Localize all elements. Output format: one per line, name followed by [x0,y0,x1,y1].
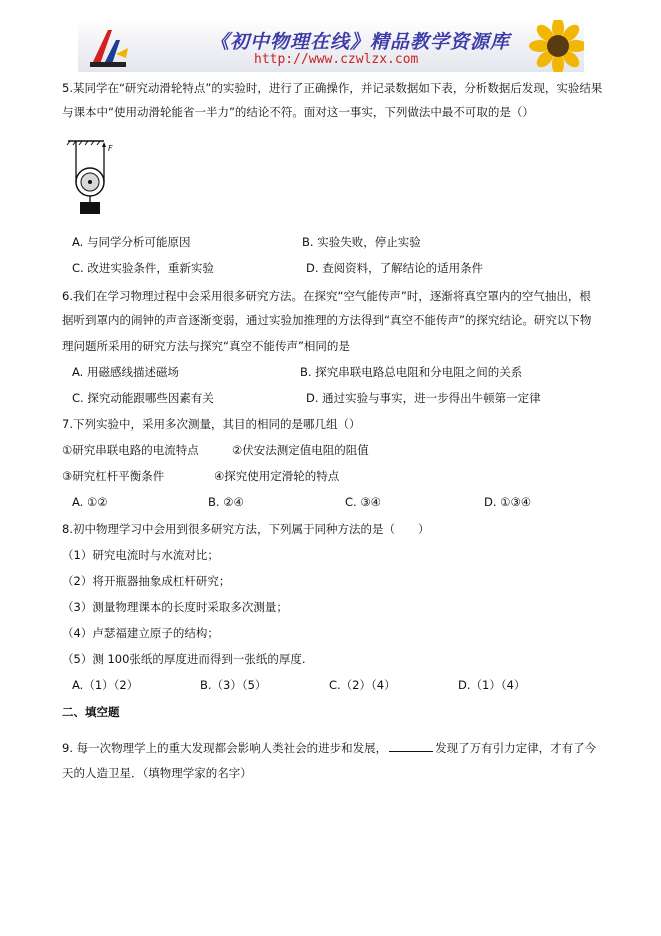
sunflower-icon [524,20,584,72]
q6-option-b: B. 探究串联电路总电阻和分电阻之间的关系 [300,365,523,379]
banner-title: 《初中物理在线》精品教学资源库 [210,31,511,53]
q8-item: （2）将开瓶器抽象成杠杆研究； [62,574,231,588]
q5-option-a: A. 与同学分析可能原因 [72,235,191,249]
q8-option-d: D.（1）（4） [458,678,526,692]
banner-url: http://www.czwlzx.com [254,52,419,67]
q5-option-c: C. 改进实验条件，重新实验 [72,261,214,275]
q7-item-1: ①研究串联电路的电流特点 [62,443,199,457]
q9-text-after-blank: 发现了万有引力定律，才有了今 [435,741,597,755]
header-banner [78,20,584,72]
site-logo-icon [86,24,132,70]
q7-item-2: ②伏安法测定值电阻的阻值 [232,443,369,457]
q7-stem: 7.下列实验中，采用多次测量，其目的相同的是哪几组（） [62,417,361,431]
q8-item: （1）研究电流时与水流对比； [62,548,219,562]
q8-option-a: A.（1）（2） [72,678,139,692]
q6-option-a: A. 用磁感线描述磁场 [72,365,179,379]
q8-item: （3）测量物理课本的长度时采取多次测量； [62,600,288,614]
section-heading: 二、填空题 [62,705,120,719]
q7-option-c: C. ③④ [345,495,381,509]
q5-option-b: B. 实验失败，停止实验 [302,235,421,249]
q9-answer-blank[interactable] [389,740,433,752]
q7-item-3: ③研究杠杆平衡条件 [62,469,165,483]
q7-option-b: B. ②④ [208,495,244,509]
q5-option-d: D. 查阅资料，了解结论的适用条件 [306,261,484,275]
q7-option-d: D. ①③④ [484,495,532,509]
q6-option-c: C. 探究动能跟哪些因素有关 [72,391,214,405]
q8-stem: 8.初中物理学习中会用到很多研究方法，下列属于同种方法的是（ ） [62,522,430,536]
q9-line1 [62,740,596,756]
q9-text-before-blank: 9. 每一次物理学上的重大发现都会影响人类社会的进步和发展， [62,741,388,755]
q5-stem-line2: 与课本中“使用动滑轮能省一半力”的结论不符。面对这一事实，下列做法中最不可取的是（） [62,105,534,119]
q8-item: （4）卢瑟福建立原子的结构； [62,626,219,640]
q7-option-a: A. ①② [72,495,108,509]
q6-option-d: D. 通过实验与事实，进一步得出牛顿第一定律 [306,391,541,405]
q6-stem-line3: 理问题所采用的研究方法与探究“真空不能传声”相同的是 [62,339,350,353]
q8-item: （5）测 100张纸的厚度进而得到一张纸的厚度. [62,652,306,666]
q8-option-c: C.（2）（4） [329,678,396,692]
q6-stem-line1: 6.我们在学习物理过程中会采用很多研究方法。在探究“空气能传声”时，逐渐将真空罩内的空气抽出，根 [62,289,591,303]
q5-stem-line1: 5.某同学在“研究动滑轮特点”的实验时，进行了正确操作，并记录数据如下表，分析数据后发现，实验结果 [62,81,603,95]
force-label-f: F [108,144,113,153]
q7-item-4: ④探究使用定滑轮的特点 [214,469,340,483]
q8-option-b: B.（3）（5） [200,678,267,692]
q9-line2: 天的人造卫星．（填物理学家的名字） [62,766,252,780]
q6-stem-line2: 据听到罩内的闹钟的声音逐渐变弱，通过实验加推理的方法得到“真空不能传声”的探究结论。研究以下物 [62,313,592,327]
